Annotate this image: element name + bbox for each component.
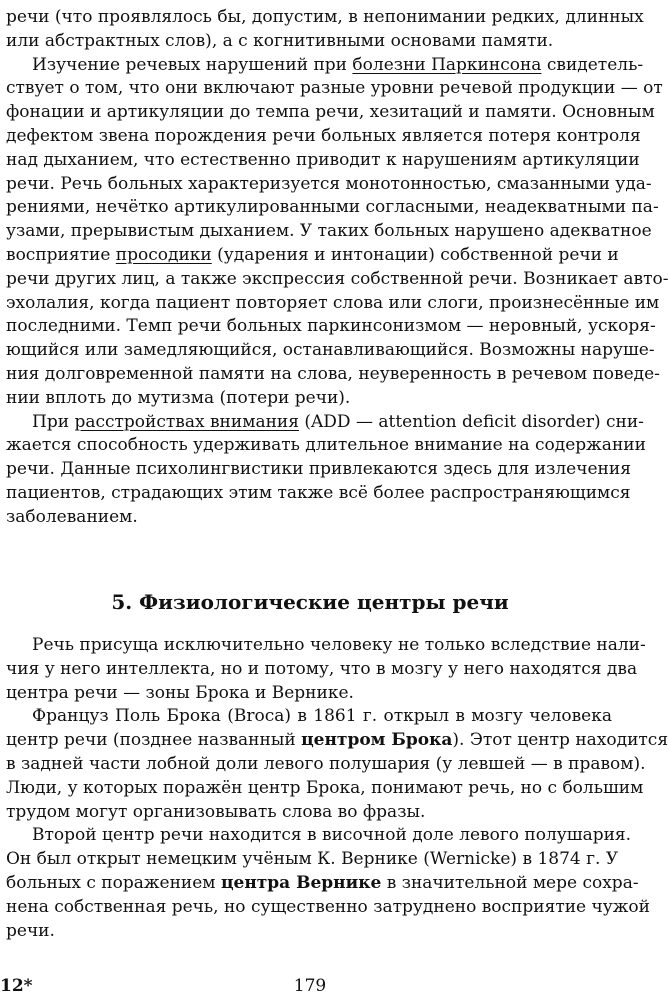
text-line: [6, 54, 644, 78]
text-line: речи.: [6, 920, 55, 941]
paragraph: [6, 411, 646, 530]
text-span: в значительной мере сохра-: [381, 872, 639, 893]
text-line: эхолалия, когда пациент повторяет слова или слоги, произнесённые им: [6, 292, 660, 313]
text-span: При: [32, 411, 75, 432]
text-span: восприятие: [6, 244, 116, 265]
paragraph: [6, 6, 644, 54]
link-prosody[interactable]: просодики: [115, 244, 212, 265]
text-line: последними. Темп речи больных паркинсонизмом — неровный, ускоря-: [6, 316, 656, 337]
text-span: ). Этот центр находится: [452, 730, 669, 751]
text-line: речи других лиц, а также экспрессия собственной речи. Возникает авто-: [6, 268, 669, 289]
text-line: ющийся или замедляющийся, останавливающийся. Возможны наруше-: [6, 340, 655, 361]
text-line: трудом могут организовывать слова во фразы.: [6, 801, 426, 822]
text-line: речи. Речь больных характеризуется монотонностью, смазанными уда-: [6, 173, 652, 194]
text-line: чия у него интеллекта, но и потому, что в мозгу у него находятся два: [6, 658, 638, 679]
text-line: Француз Поль Брока (Broca) в 1861 г. открыл в мозгу человека: [32, 706, 612, 727]
text-column-top: [6, 6, 669, 530]
link-attention-disorders[interactable]: расстройствах внимания: [74, 411, 299, 432]
paragraph: [6, 634, 646, 705]
text-line: в задней части лобной доли левого полушария (у левшей — в правом).: [6, 753, 646, 774]
text-line: фонации и артикуляции до темпа речи, хезитаций и памяти. Основным: [6, 102, 655, 123]
text-span: центр речи (позднее названный: [6, 730, 302, 751]
paragraph: [6, 824, 650, 943]
text-line: [6, 411, 644, 435]
text-line: [6, 729, 669, 753]
text-span: (ADD — attention deficit disorder) сни-: [298, 411, 644, 432]
link-parkinson-disease[interactable]: болезни Паркинсона: [352, 54, 542, 75]
text-span: свидетель-: [541, 54, 644, 75]
text-line: нена собственная речь, но существенно затруднено восприятие чужой: [6, 896, 650, 917]
signature-mark: 12*: [0, 976, 33, 996]
section-heading: 5. Физиологические центры речи: [111, 590, 509, 614]
bold-term-broca-center: центром Брока: [301, 730, 453, 751]
text-line: [6, 244, 619, 268]
text-line: Речь присуща исключительно человеку не только вследствие нали-: [32, 635, 646, 655]
text-line: или абстрактных слов), а с когнитивными основами памяти.: [6, 30, 554, 51]
text-column-bottom: [6, 634, 669, 943]
text-span: больных с поражением: [6, 872, 221, 893]
text-line: Второй центр речи находится в височной доле левого полушария.: [32, 825, 632, 846]
text-line: ния долговременной памяти на слова, неуверенность в речевом поведе-: [6, 363, 660, 384]
text-line: над дыханием, что естественно приводит к нарушениям артикуляции: [6, 149, 640, 170]
text-line: Он был открыт немецким учёным К. Вернике (Wernicke) в 1874 г. У: [6, 849, 619, 870]
text-line: дефектом звена порождения речи больных является потеря контроля: [6, 125, 641, 146]
text-span: Изучение речевых нарушений при: [32, 54, 353, 75]
text-line: речи (что проявлялось бы, допустим, в непонимании редких, длинных: [6, 7, 644, 27]
page-number: 179: [293, 976, 327, 996]
text-line: ствует о том, что они включают разные уровни речевой продукции — от: [6, 78, 663, 99]
text-line: речи. Данные психолингвистики привлекаются здесь для излечения: [6, 459, 631, 480]
text-span: (ударения и интонации) собственной речи и: [211, 244, 619, 265]
text-line: рениями, нечётко артикулированными согласными, неадекватными па-: [6, 197, 659, 218]
text-line: узами, прерывистым дыханием. У таких больных нарушено адекватное: [6, 221, 652, 242]
text-line: Люди, у которых поражён центр Брока, понимают речь, но с большим: [6, 777, 644, 798]
text-line: [6, 872, 639, 896]
bold-term-wernicke-center: центра Вернике: [220, 872, 382, 893]
text-line: центра речи — зоны Брока и Вернике.: [6, 682, 354, 703]
text-line: заболеванием.: [6, 506, 138, 527]
text-line: пациентов, страдающих этим также всё более распространяющимся: [6, 482, 631, 503]
text-line: нии вплоть до мутизма (потери речи).: [6, 387, 351, 408]
paragraph: [6, 54, 669, 411]
paragraph: [6, 705, 669, 824]
text-line: жается способность удерживать длительное внимание на содержании: [6, 435, 646, 456]
